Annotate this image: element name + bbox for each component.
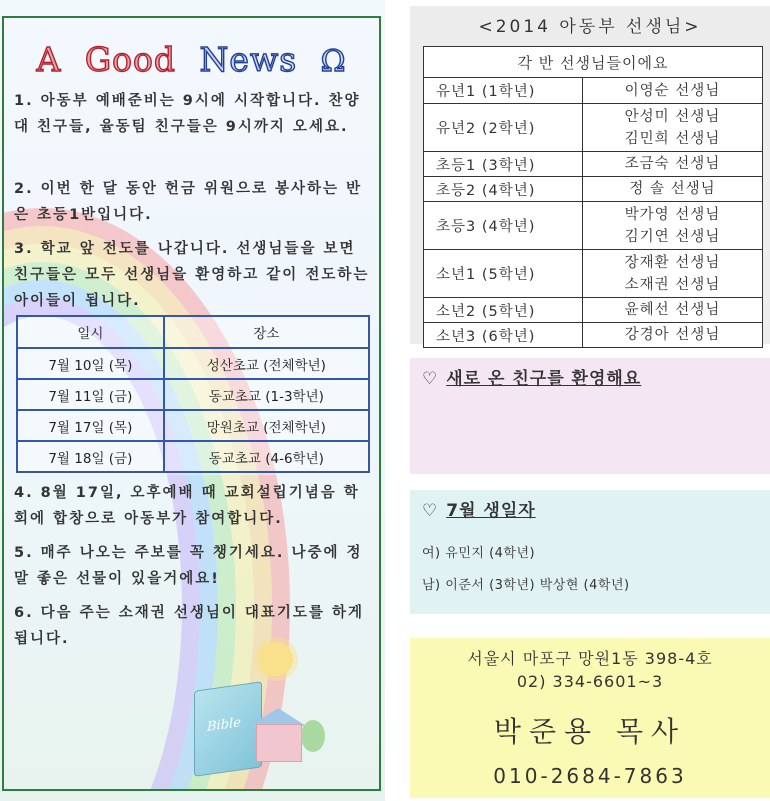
teacher-name: 윤혜선 선생님 (624, 302, 721, 318)
house-icon (256, 724, 302, 762)
class-name: 소년2 (5학년) (424, 298, 583, 323)
header-place: 장소 (164, 316, 369, 348)
notice-2: 2. 이번 한 달 동안 헌금 위원으로 봉사하는 반은 초등1반입니다. (14, 181, 363, 223)
newsletter-title (4, 40, 379, 79)
schedule-date: 7월 18일 (금) (17, 441, 164, 472)
notice-1: 1. 아동부 예배준비는 9시에 시작합니다. 찬양대 친구들, 율동팀 친구들은 9시까지 오세요. (14, 93, 361, 135)
class-name: 초등1 (3학년) (424, 152, 583, 177)
teacher-name: 김기연 선생님 (624, 228, 721, 245)
teacher-names (583, 250, 763, 298)
table-row (424, 250, 763, 298)
heart-outline-icon: ♡ (422, 501, 439, 521)
title-word-news: News (199, 40, 298, 79)
schedule-place: 동교초교 (1-3학년) (164, 379, 369, 410)
notice-4: 4. 8월 17일, 오후예배 때 교회설립기념음 학회에 합창으로 아동부가 참여합니다. (14, 485, 360, 527)
schedule-date: 7월 10일 (목) (17, 348, 164, 379)
church-phone: 02) 334-6601~3 (516, 672, 664, 691)
table-row (424, 78, 763, 104)
class-name: 유년2 (2학년) (424, 104, 583, 152)
teacher-name: 소재권 선생님 (624, 276, 721, 293)
teachers-header: 각 반 선생님들이에요 (424, 47, 763, 78)
heart-outline-icon: ♡ (422, 369, 439, 389)
welcome-heading-text: 새로 온 친구를 환영해요 (446, 369, 642, 389)
table-row (17, 348, 369, 379)
table-header-row (424, 47, 763, 78)
class-name: 소년3 (6학년) (424, 323, 583, 348)
teacher-name: 장재환 선생님 (624, 254, 721, 271)
teacher-names (583, 202, 763, 250)
teacher-names (583, 323, 763, 348)
contact-box (410, 638, 770, 798)
class-name: 초등3 (4학년) (424, 202, 583, 250)
teacher-name: 이영순 선생님 (624, 82, 721, 99)
teachers-table (423, 46, 763, 348)
teacher-name: 정 솔 선생님 (629, 181, 716, 197)
teacher-name: 조금숙 선생님 (624, 156, 721, 172)
table-row (17, 379, 369, 410)
schedule-place: 성산초교 (전체학년) (164, 348, 369, 379)
notice-6: 6. 다음 주는 소재권 선생님이 대표기도를 하게 됩니다. (14, 605, 365, 647)
birthday-heading-text: 7월 생일자 (446, 501, 536, 521)
class-name: 소년1 (5학년) (424, 250, 583, 298)
teacher-name: 박가영 선생님 (624, 206, 721, 223)
sun-icon (259, 642, 293, 676)
teacher-names (583, 152, 763, 177)
table-row (17, 441, 369, 472)
outreach-schedule-table (16, 315, 370, 473)
teacher-names (583, 104, 763, 152)
title-word-a: A (36, 40, 62, 79)
birthday-heading (422, 496, 536, 521)
table-row (424, 177, 763, 202)
tree-icon (301, 720, 325, 752)
header-date: 일시 (17, 316, 164, 348)
teacher-name: 김민희 선생님 (624, 130, 721, 147)
table-header-row (17, 316, 369, 348)
notice-3: 3. 학교 앞 전도를 나갑니다. 선생님들을 보면 친구들은 모두 선생님을 환영하고 같이 전도하는 아이들이 됩니다. (14, 241, 370, 309)
class-name: 유년1 (1학년) (424, 78, 583, 104)
table-row (424, 202, 763, 250)
teacher-name: 강경아 선생님 (624, 327, 721, 343)
teacher-names (583, 177, 763, 202)
teacher-name: 안성미 선생님 (624, 108, 721, 125)
table-row (17, 410, 369, 441)
birthday-girls: 여) 유민지 (4학년) (422, 546, 536, 561)
table-row (424, 152, 763, 177)
schedule-place: 동교초교 (4-6학년) (164, 441, 369, 472)
class-name: 초등2 (4학년) (424, 177, 583, 202)
schedule-date: 7월 17일 (목) (17, 410, 164, 441)
omega-icon: Ω (320, 44, 347, 79)
birthday-box (410, 490, 770, 614)
church-address: 서울시 마포구 망원1동 398-4호 (467, 649, 713, 668)
bible-book-icon (194, 681, 262, 777)
schedule-date: 7월 11일 (금) (17, 379, 164, 410)
schedule-place: 망원초교 (전체학년) (164, 410, 369, 441)
welcome-box (410, 358, 770, 474)
teacher-names (583, 78, 763, 104)
teacher-names (583, 298, 763, 323)
title-word-good: Good (84, 40, 177, 79)
pastor-mobile: 010-2684-7863 (493, 764, 687, 788)
birthday-boys: 남) 이준서 (3학년) 박상현 (4학년) (422, 578, 630, 593)
notice-5: 5. 매주 나오는 주보를 꼭 챙기세요. 나중에 정말 좋은 선물이 있을거에요! (14, 545, 363, 587)
table-row (424, 298, 763, 323)
teachers-title: <2014 아동부 선생님> (478, 17, 702, 37)
pastor-name: 박준용 목사 (493, 715, 687, 748)
bible-label: Bible (207, 715, 241, 735)
table-row (424, 323, 763, 348)
newsletter-card (2, 16, 381, 791)
table-row (424, 104, 763, 152)
welcome-heading (422, 364, 641, 389)
